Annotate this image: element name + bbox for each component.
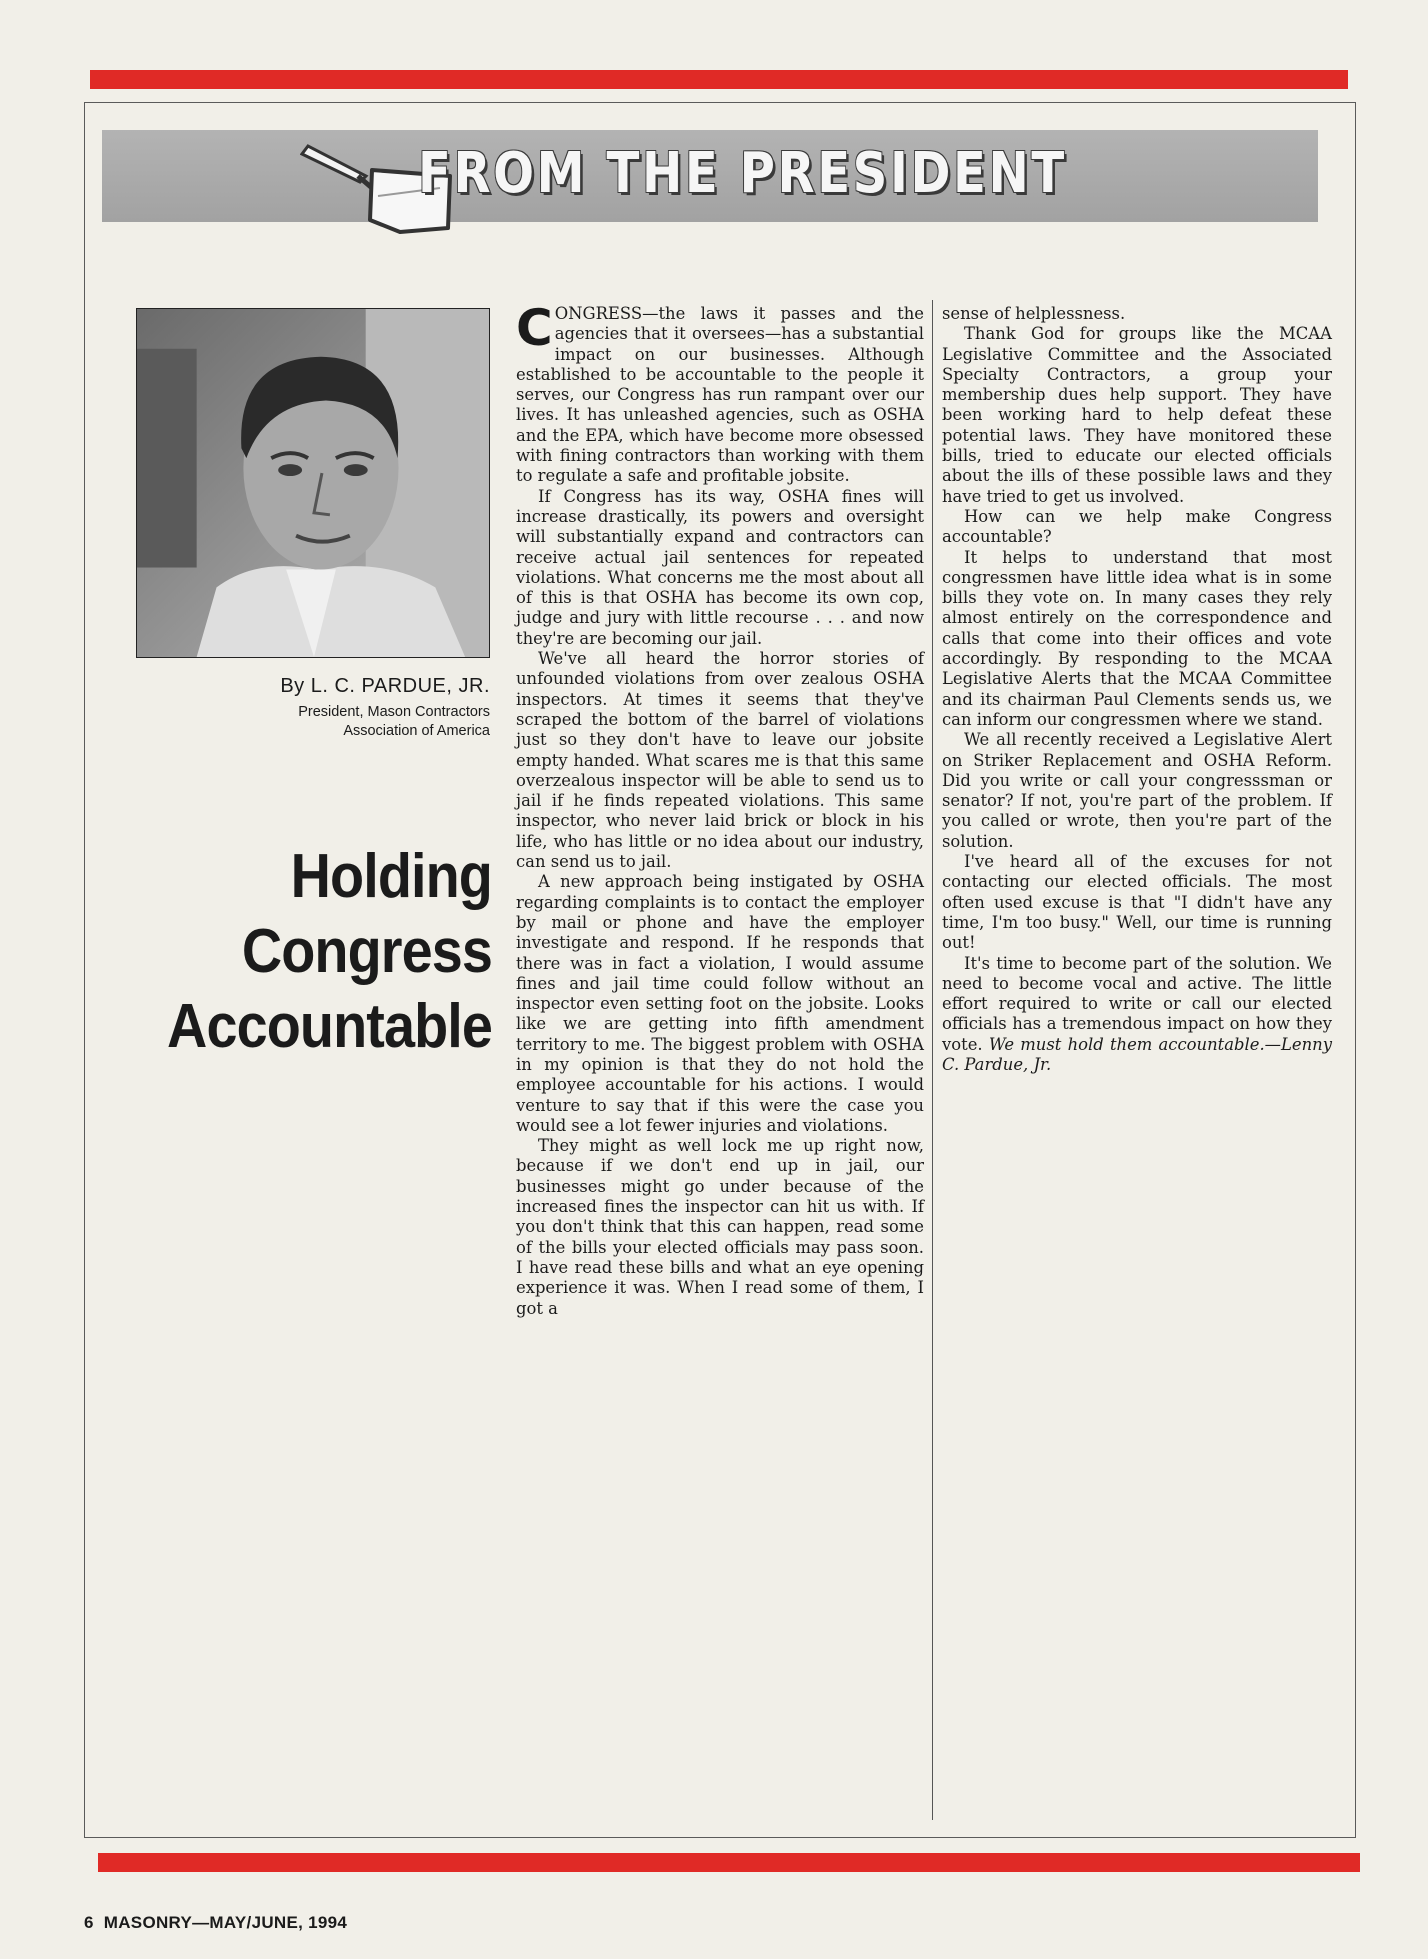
article-paragraph: sense of helplessness. (942, 304, 1126, 323)
page-footer (84, 1913, 347, 1933)
article-column-1 (516, 299, 924, 1319)
signoff: We must hold them accountable.—Lenny C. Pardue, Jr. (942, 1034, 1332, 1074)
paragraph-text: —the laws it passes and the agencies that it oversees—has a substantial impact on our businesses. Although established to be accountable to the people it serves, our Congress has run rampant over our lives. It has unleashed agencies, such as OSHA and the EPA, which have become more obsessed with fining contractors than working with them to regulate a safe and profitable jobsite. (516, 304, 924, 486)
drop-cap: C (516, 299, 553, 357)
top-red-rule (90, 70, 1348, 89)
column-divider (932, 300, 933, 1820)
author-byline: By L. C. PARDUE, JR. (280, 675, 490, 697)
article-paragraph: If Congress has its way, OSHA fines will increase drastically, its powers and oversight will substantially expand and contractors can receive actual jail sentences for repeated violations. What concerns me the most about all of this is that OSHA has become its own cop, judge and jury with little recourse . . . and now they're are becoming our jail. (516, 486, 924, 648)
page-number: 6 (84, 1913, 94, 1932)
headline-line1: Holding (290, 842, 492, 911)
article-paragraph: Thank God for groups like the MCAA Legislative Committee and the Associated Specialty Contractors, a group your membership dues help support. They have been working hard to help defeat these potential laws. They have monitored these bills, tried to educate our elected officials about the ills of these possible laws and they have tried to get us involved. (942, 324, 1332, 506)
article-paragraph (942, 954, 1332, 1076)
article-paragraph (516, 299, 924, 487)
portrait-photo (136, 308, 490, 658)
article-paragraph: It helps to understand that most congressmen have little idea what is in some bills they vote on. In many cases they rely almost entirely on the correspondence and calls that come into their offices and vote accordingly. By responding to the MCAA Legislative Alerts that the MCAA Committee and its chairman Paul Clements sends us, we can inform our congressmen where we stand. (942, 547, 1332, 729)
author-title-line1: President, Mason Contractors (298, 704, 490, 720)
article-column-2 (942, 304, 1332, 1075)
section-title: FROM THE PRESIDENT (418, 141, 1067, 206)
bottom-red-rule (98, 1853, 1360, 1872)
lead-word: ONGRESS (554, 304, 643, 323)
article-paragraph: A new approach being instigated by OSHA regarding complaints is to contact the employer by mail or phone and have the employer investigate and respond. If he responds that there was in fact a violation, I would assume fines and jail time could follow without an inspector even setting foot on the jobsite. Looks like we are getting into fifth amendment territory to me. The biggest problem with OSHA in my opinion is that they do not hold the employee accountable for his actions. I would venture to say that if this were the case you would see a lot fewer injuries and violations. (516, 872, 924, 1135)
article-paragraph: They might as well lock me up right now, because if we don't end up in jail, our businesses might go under because of the increased fines the inspector can hit us with. If you don't think that this can happen, read some of the bills your elected officials may pass soon. I have read these bills and what an eye opening experience it was. When I read some of them, I got a (516, 1136, 924, 1318)
article-paragraph: I've heard all of the excuses for not contacting our elected officials. The most often used excuse is that "I didn't have any time, I'm too busy." Well, our time is running out! (942, 852, 1332, 953)
article-paragraph: We all recently received a Legislative Alert on Striker Replacement and OSHA Reform. Did you write or call your congresssman or senator? If not, you're part of the problem. If you called or wrote, then you're part of the solution. (942, 730, 1332, 851)
publication-info: MASONRY—MAY/JUNE, 1994 (103, 1913, 348, 1932)
paragraph-text: It's time to become part of the solution. We need to become vocal and active. The little effort required to write or call our elected officials has a tremendous impact on how they vote. (942, 953, 1332, 1054)
author-title-line2: Association of America (343, 723, 490, 739)
headline-line2: Congress (241, 917, 492, 986)
headline-line3: Accountable (167, 992, 492, 1061)
article-paragraph: We've all heard the horror stories of unfounded violations from over zealous OSHA inspectors. At times it seems that they've scraped the bottom of the barrel of violations just so they don't have to leave our jobsite empty handed. What scares me is that this same overzealous inspector will be able to send us to jail if he finds repeated violations. This same inspector, who never laid brick or block in his life, who has little or no idea about our industry, can send us to jail. (516, 649, 924, 872)
article-paragraph: How can we help make Congress accountable? (942, 506, 1332, 547)
